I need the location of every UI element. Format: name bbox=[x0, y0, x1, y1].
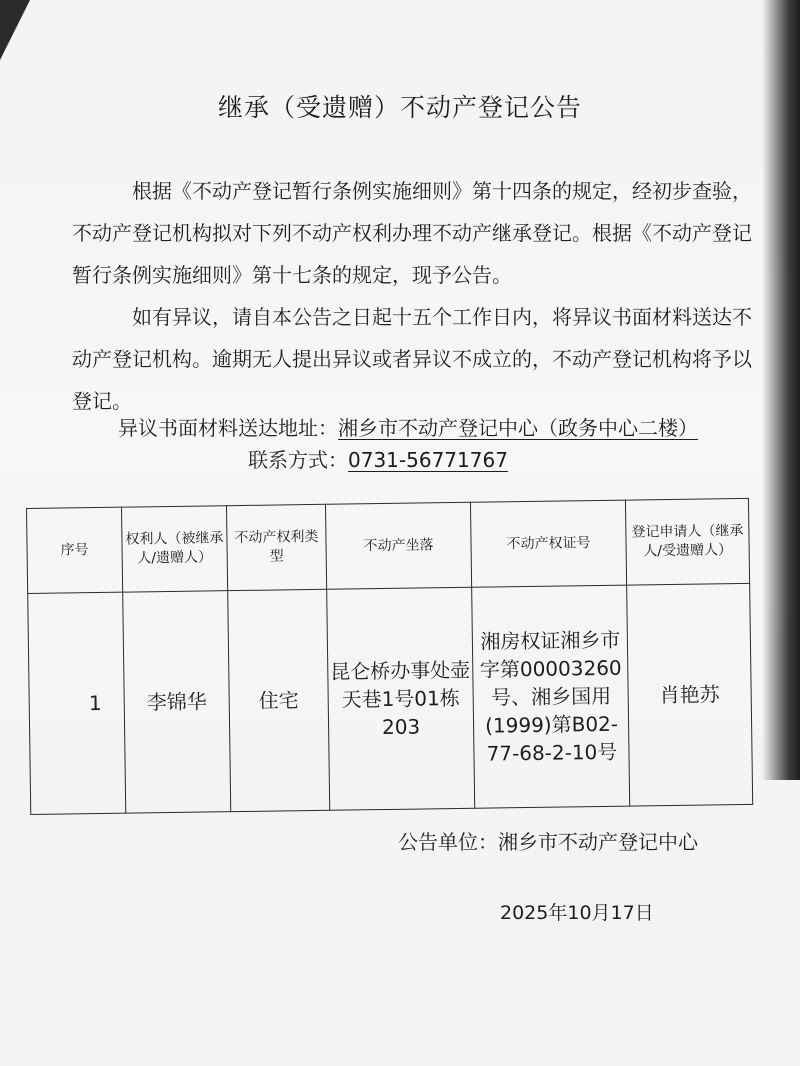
header-right-type: 不动产权利类型 bbox=[226, 504, 326, 590]
contact-info bbox=[248, 444, 508, 473]
notice-title: 继承（受遗赠）不动产登记公告 bbox=[217, 93, 582, 122]
objection-address bbox=[118, 412, 698, 441]
paragraph-legal-basis: 根据《不动产登记暂行条例实施细则》第十四条的规定，经初步查验，不动产登记机构拟对下列不动产权利办理不动产继承登记。根据《不动产登记暂行条例实施细则》第十七条的规定，现予公告。 bbox=[72, 179, 752, 287]
header-index: 序号 bbox=[27, 507, 123, 593]
contact-label: 联系方式： bbox=[248, 448, 348, 472]
cell-certificate: 湘房权证湘乡市字第00003260号、湘乡国用(1999)第B02-77-68-2-10号 bbox=[472, 585, 630, 808]
address-label: 异议书面材料送达地址： bbox=[118, 416, 338, 440]
header-owner: 权利人（被继承人/遗赠人） bbox=[121, 506, 227, 592]
cell-applicant: 肖艳苏 bbox=[627, 583, 753, 806]
cell-owner: 李锦华 bbox=[123, 591, 231, 813]
table-header-row bbox=[27, 498, 750, 593]
address-value: 湘乡市不动产登记中心（政务中心二楼） bbox=[338, 416, 698, 440]
notice-body bbox=[72, 170, 752, 422]
paragraph-objection: 如有异议，请自本公告之日起十五个工作日内，将异议书面材料送达不动产登记机构。逾期无人提出异议或者异议不成立的，不动产登记机构将予以登记。 bbox=[72, 305, 752, 413]
cell-right-type: 住宅 bbox=[228, 589, 330, 811]
header-certificate: 不动产权证号 bbox=[470, 500, 626, 587]
registration-table bbox=[26, 498, 753, 815]
notice-date: 2025年10月17日 bbox=[500, 902, 654, 924]
header-location: 不动产坐落 bbox=[325, 502, 471, 589]
contact-phone: 0731-56771767 bbox=[348, 448, 508, 472]
table-row bbox=[28, 583, 753, 814]
header-applicant: 登记申请人（继承人/受遗赠人） bbox=[625, 498, 749, 585]
issuing-unit: 公告单位：湘乡市不动产登记中心 bbox=[398, 830, 698, 854]
cell-location: 昆仑桥办事处壶天巷1号01栋203 bbox=[327, 587, 475, 810]
cell-index: 1 bbox=[28, 592, 126, 814]
